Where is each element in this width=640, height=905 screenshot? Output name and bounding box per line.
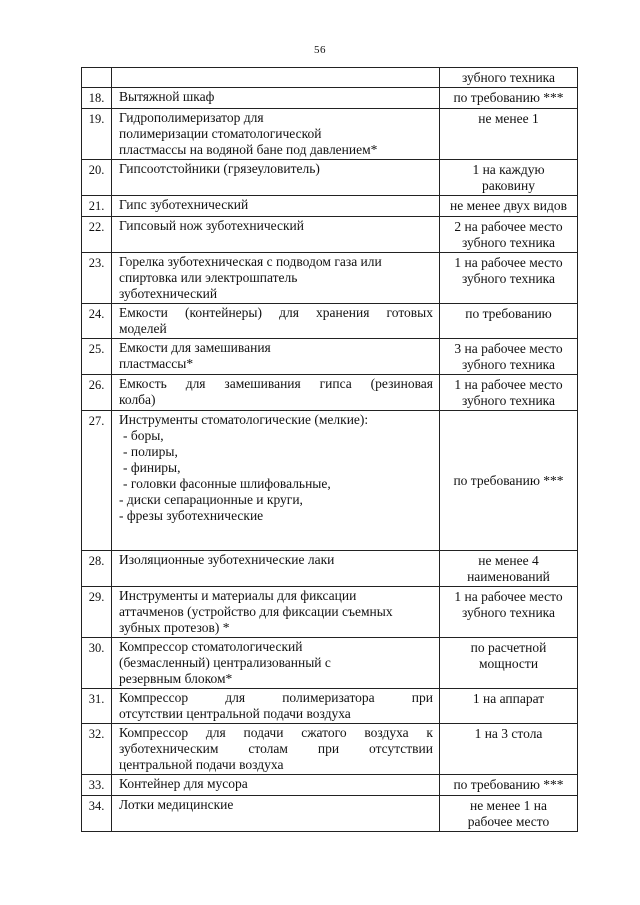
row-number: 31. [82,689,112,724]
item-name-line: полимеризации стоматологической [119,126,322,141]
row-number: 22. [82,217,112,253]
item-quantity [440,253,578,304]
item-quantity [440,160,578,196]
item-quantity [440,796,578,832]
item-name-line: - боры, [123,428,164,443]
item-quantity-line: мощности [478,656,539,671]
row-number: 26. [82,375,112,411]
item-quantity-line: наименований [467,569,550,584]
row-number: 20. [82,160,112,196]
item-name-line: Инструменты и материалы для фиксации [119,588,357,603]
item-name [112,253,440,304]
item-quantity-line: 3 на рабочее место [454,341,563,356]
item-name: Гипсоотстойники (грязеуловитель) [112,160,440,196]
row-number: 32. [82,724,112,775]
row-number: 29. [82,587,112,638]
item-name-line: Компрессор для подачи сжатого воздуха к [119,725,433,740]
item-name: Контейнер для мусора [112,775,440,796]
item-quantity-line: по расчетной [470,640,547,655]
table-row [82,109,578,160]
item-quantity [440,587,578,638]
item-name-line: Инструменты стоматологические (мелкие): [119,412,369,427]
item-quantity-line: 1 на рабочее место [454,589,563,604]
item-name-line: моделей [119,321,167,336]
item-quantity: не менее двух видов [440,196,578,217]
item-name [112,411,440,551]
item-name [112,375,440,411]
item-name-line: Компрессор для полимеризатора при [119,690,433,705]
table-row [82,551,578,587]
item-quantity: по требованию [440,304,578,339]
item-quantity [440,551,578,587]
row-number: 23. [82,253,112,304]
item-quantity-line: 1 на каждую [472,162,545,177]
item-name-line: колба) [119,392,156,407]
table-row [82,775,578,796]
table-row [82,339,578,375]
item-quantity-line: раковину [482,178,535,193]
item-name: Гипс зуботехнический [112,196,440,217]
row-number: 18. [82,88,112,109]
item-name: Вытяжной шкаф [112,88,440,109]
item-name-line: Гидрополимеризатор для [119,110,264,125]
item-name-line: пластмассы на водяной бане под давлением* [119,142,378,157]
item-quantity: по требованию *** [440,88,578,109]
item-quantity-line: зубного техника [461,357,556,372]
item-name [112,304,440,339]
item-quantity [440,217,578,253]
row-number: 25. [82,339,112,375]
item-name: Лотки медицинские [112,796,440,832]
row-number: 21. [82,196,112,217]
row-number: 27. [82,411,112,551]
item-name-line: Емкости для замешивания [119,340,271,355]
item-quantity [440,375,578,411]
item-name-line: Емкость для замешивания гипса (резиновая [119,376,433,391]
row-number: 24. [82,304,112,339]
item-quantity: 1 на аппарат [440,689,578,724]
table-row [82,796,578,832]
item-quantity-line: зубного техника [461,393,556,408]
item-name-line: зуботехническим столам при отсутствии [119,741,433,756]
item-quantity: не менее 1 [440,109,578,160]
item-name [112,109,440,160]
table-row-continuation [82,68,578,88]
item-quantity: по требованию *** [440,775,578,796]
item-quantity: 1 на 3 стола [440,724,578,775]
item-name-line: зубных протезов) * [119,620,230,635]
table-row [82,689,578,724]
item-name-line: Компрессор стоматологический [119,639,303,654]
row-number [82,68,112,88]
table-row [82,88,578,109]
item-name: Изоляционные зуботехнические лаки [112,551,440,587]
item-name-line: Емкости (контейнеры) для хранения готовых [119,305,433,320]
page-number: 56 [314,44,326,56]
table-row [82,411,578,551]
item-name-line: отсутствии центральной подачи воздуха [119,706,351,721]
item-name [112,638,440,689]
row-number: 28. [82,551,112,587]
item-name [112,689,440,724]
item-name-line: зуботехнический [119,286,218,301]
item-quantity [440,638,578,689]
item-quantity-line: рабочее место [467,814,550,829]
item-name-line: - полиры, [123,444,178,459]
table-row [82,160,578,196]
item-name-line: - диски сепарационные и круги, [119,492,303,507]
item-quantity [440,339,578,375]
table-row [82,638,578,689]
table-row [82,253,578,304]
item-quantity-line: зубного техника [461,235,556,250]
table-row [82,217,578,253]
item-quantity-line: не менее 1 на [469,798,548,813]
item-quantity-line: зубного техника [461,271,556,286]
item-quantity-line: 1 на рабочее место [454,377,563,392]
item-name-line: аттачменов (устройство для фиксации съемных [119,604,393,619]
item-name-line: спиртовка или электрошпатель [119,270,298,285]
table-row [82,724,578,775]
item-name-line: Горелка зуботехническая с подводом газа или [119,254,382,269]
item-name [112,587,440,638]
row-number: 34. [82,796,112,832]
equipment-table [81,67,578,832]
table-row [82,375,578,411]
item-name [112,68,440,88]
item-name [112,339,440,375]
row-number: 30. [82,638,112,689]
row-number: 19. [82,109,112,160]
item-quantity-line: не менее 4 [478,553,539,568]
row-number: 33. [82,775,112,796]
table-row [82,196,578,217]
item-quantity-line: 2 на рабочее место [454,219,563,234]
item-name-line: (безмасленный) централизованный с [119,655,331,670]
item-quantity: зубного техника [440,68,578,88]
item-name-line: резервным блоком* [119,671,233,686]
item-name [112,724,440,775]
item-quantity-line: 1 на рабочее место [454,255,563,270]
table-row [82,304,578,339]
item-name-line: центральной подачи воздуха [119,757,284,772]
item-quantity: по требованию *** [440,411,578,551]
table-row [82,587,578,638]
item-name-line: пластмассы* [119,356,194,371]
item-name-line: - головки фасонные шлифовальные, [123,476,331,491]
item-name-line: - фрезы зуботехнические [119,508,264,523]
item-name-line: - финиры, [123,460,181,475]
item-name: Гипсовый нож зуботехнический [112,217,440,253]
item-quantity-line: зубного техника [461,605,556,620]
